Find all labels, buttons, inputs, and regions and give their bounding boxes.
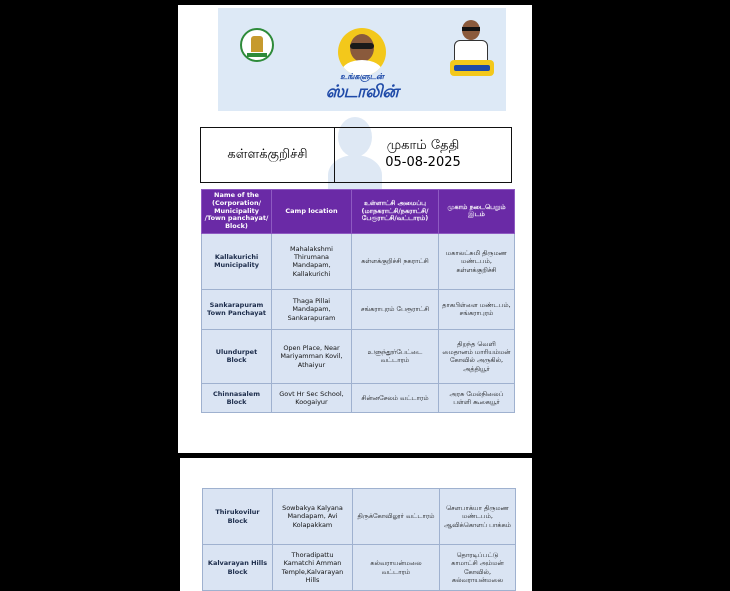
campaign-mascot-icon [450, 20, 494, 78]
chief-minister-portrait-icon [338, 28, 386, 76]
cell-name: Chinnasalem Block [202, 383, 272, 412]
cell-venue-tamil: சௌபாக்யா திருமண மண்டபம், ஆவிக்கொளப் பாக்கம் [440, 489, 516, 545]
camp-date-label: முகாம் தேதி [386, 138, 460, 154]
cell-location: Govt Hr Sec School, Koogaiyur [272, 383, 352, 412]
cell-name: Kalvarayan Hills Block [203, 545, 273, 591]
cell-name: Kallakurichi Municipality [202, 233, 272, 289]
header-venue-tamil: முகாம் நடைபெறும் இடம் [439, 190, 515, 234]
cell-location: Thoradipattu Kamatchi Amman Temple,Kalvarayan Hills [273, 545, 353, 591]
table-row [202, 383, 515, 412]
camp-schedule-table [201, 189, 515, 413]
cell-location: Mahalakshmi Thirumana Mandapam, Kallakurichi [272, 233, 352, 289]
cell-name: Thirukovilur Block [203, 489, 273, 545]
banner-logo-small-text: உங்களுடன் [340, 72, 384, 81]
table-row [203, 489, 516, 545]
table-row [202, 233, 515, 289]
camp-schedule-table-continued [202, 488, 516, 591]
table-header-row [202, 190, 515, 234]
cell-name: Ulundurpet Block [202, 329, 272, 383]
cell-body-tamil: சங்கராபுரம் பேரூராட்சி [352, 289, 439, 329]
header-local-body-name: Name of the (Corporation/ Municipality /Town panchayat/ Block) [202, 190, 272, 234]
cell-body-tamil: திருக்கோவிலூர் வட்டாரம் [353, 489, 440, 545]
header-local-body-tamil: உள்ளாட்சி அமைப்பு (மாநகராட்சி/நகராட்சி/ பேரூராட்சி/வட்டாரம்) [352, 190, 439, 234]
cell-location: Open Place, Near Mariyamman Kovil, Athaiyur [272, 329, 352, 383]
camp-date: 05-08-2025 [385, 155, 461, 170]
cell-venue-tamil: மகாலட்சுமி திருமண மண்டபம், கள்ளக்குறிச்சி [439, 233, 515, 289]
district-name: கள்ளக்குறிச்சி [201, 128, 335, 182]
cell-location: Thaga Pillai Mandapam, Sankarapuram [272, 289, 352, 329]
document-page-1 [178, 5, 532, 453]
document-page-2 [180, 458, 532, 591]
header-camp-location: Camp location [272, 190, 352, 234]
tamil-nadu-emblem-icon [240, 28, 274, 62]
camp-date-cell [335, 128, 511, 182]
campaign-banner [218, 8, 506, 111]
district-date-box [200, 127, 512, 183]
cell-name: Sankarapuram Town Panchayat [202, 289, 272, 329]
cell-body-tamil: உளுந்தூர்பேட்டை வட்டாரம் [352, 329, 439, 383]
cell-body-tamil: கள்ளக்குறிச்சி நகராட்சி [352, 233, 439, 289]
cell-location: Sowbakya Kalyana Mandapam, Avi Kolapakkam [273, 489, 353, 545]
table-row [202, 289, 515, 329]
cell-venue-tamil: தாகபிள்ளை மண்டபம், சங்கராபுரம் [439, 289, 515, 329]
cell-body-tamil: கல்வராயன்மலை வட்டாரம் [353, 545, 440, 591]
cell-venue-tamil: அரசு மேல்நிலைப் பள்ளி கூகையூர் [439, 383, 515, 412]
table-row [203, 545, 516, 591]
cell-venue-tamil: தொரடிப்பட்டு காமாட்சி அம்மன் கோவில், கல்வராயன்மலை [440, 545, 516, 591]
table-row [202, 329, 515, 383]
cell-body-tamil: சின்னசேலம் வட்டாரம் [352, 383, 439, 412]
cell-venue-tamil: திறந்த வெளி மைதானம் மாரியம்மன் கோவில் அருகில், அத்தியூர் [439, 329, 515, 383]
banner-logo-title: ஸ்டாலின் [325, 82, 399, 102]
